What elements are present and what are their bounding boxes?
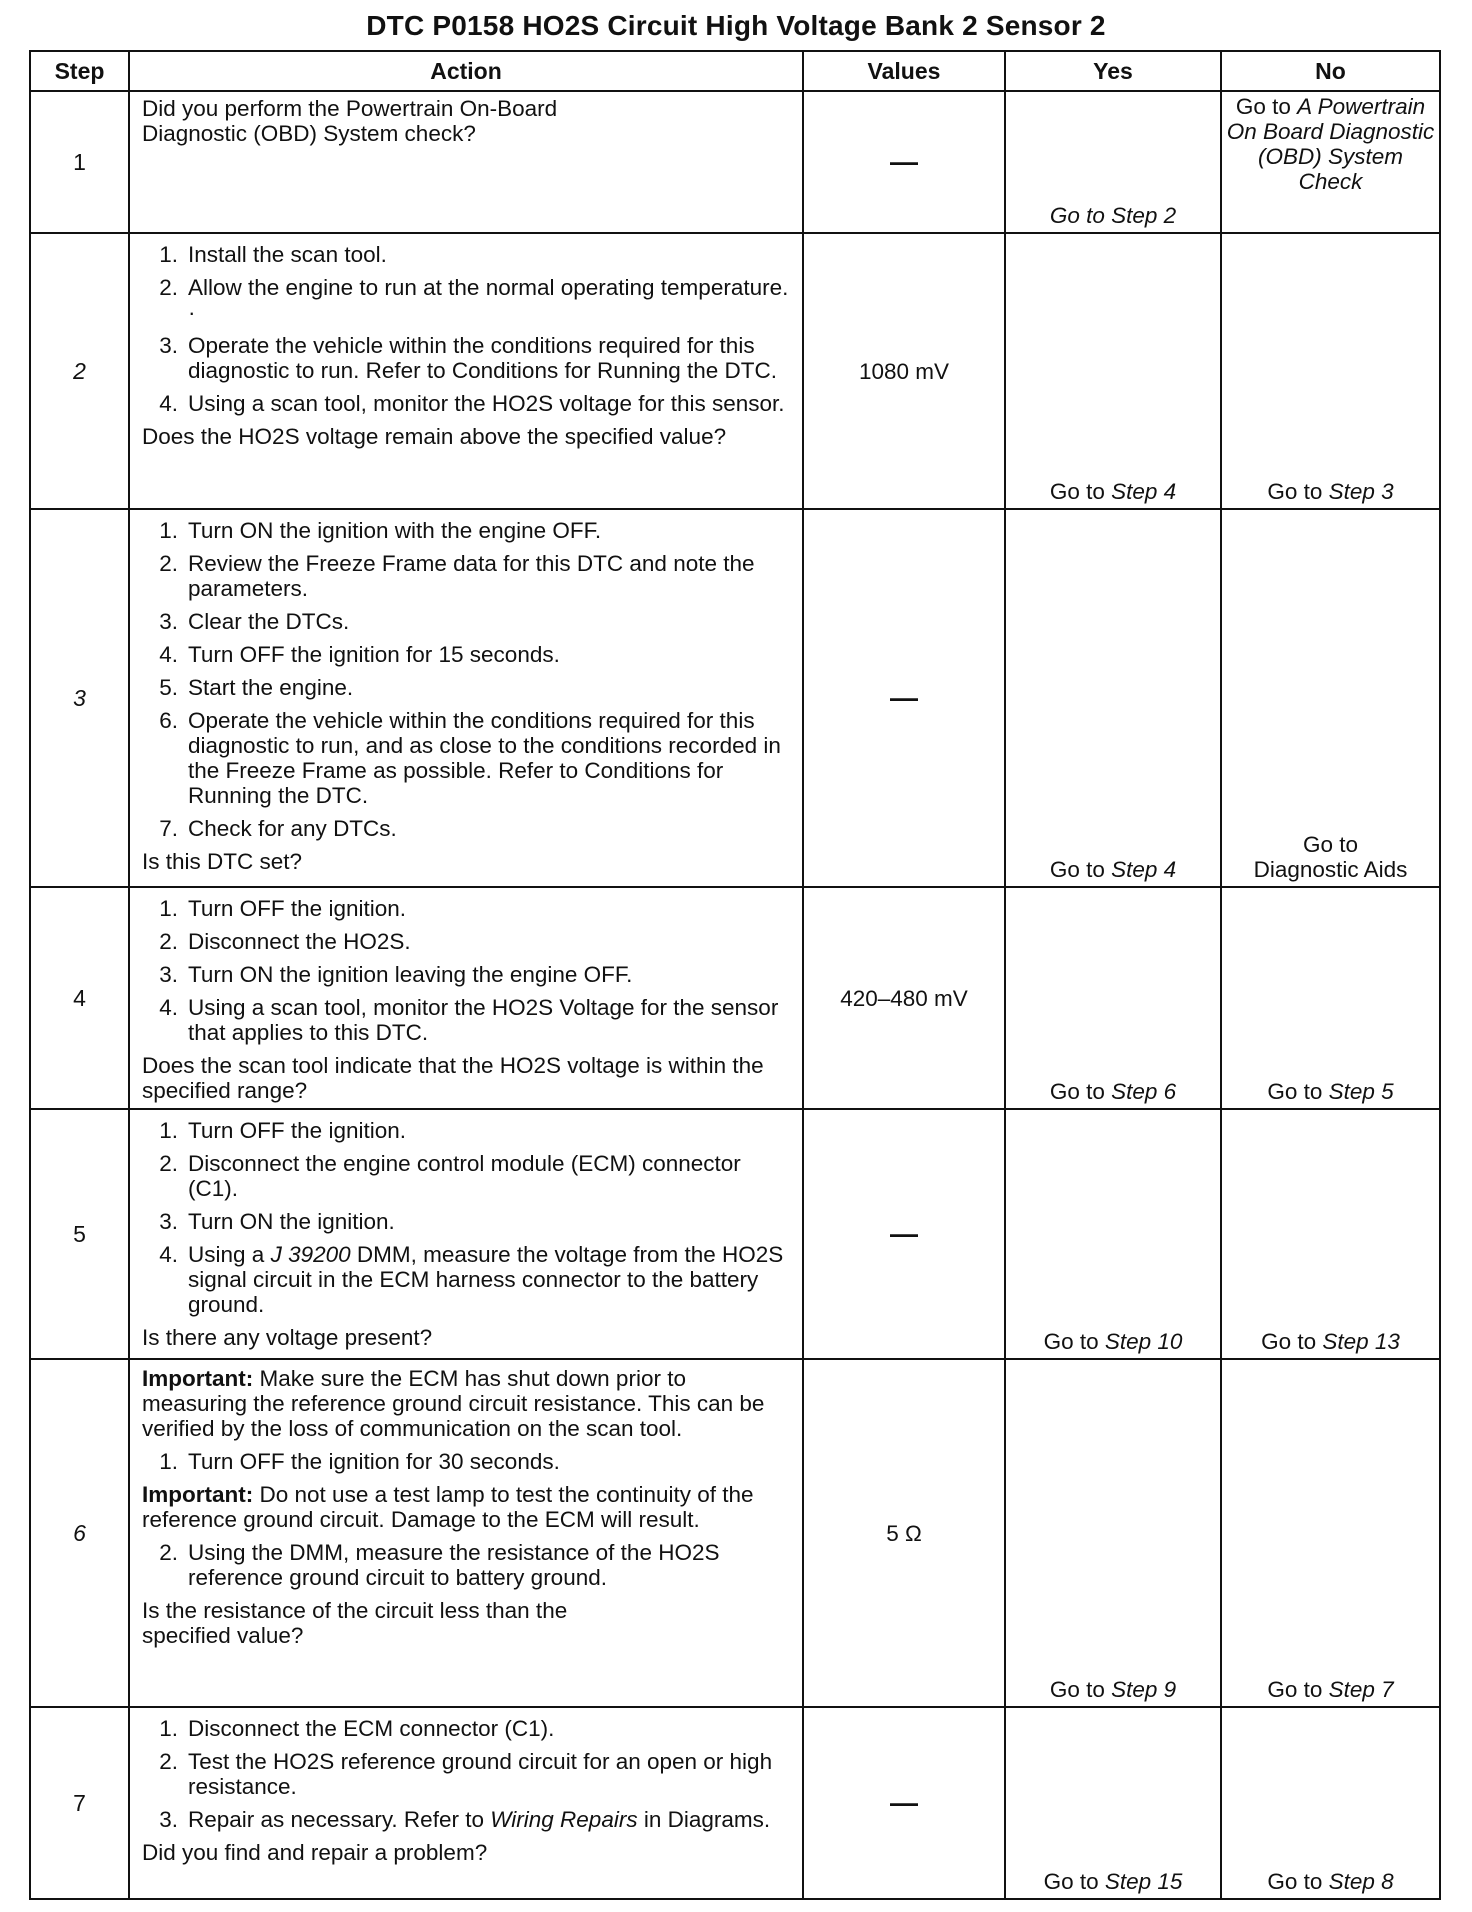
table-row-step-7 (30, 1707, 1440, 1899)
value-cell (803, 1359, 1005, 1707)
list-item: 3. Turn ON the ignition. (159, 1209, 395, 1234)
list-item: 2. Disconnect the HO2S. (159, 929, 411, 954)
important-note: Important: Do not use a test lamp to test the continuity of the reference ground circuit. Damage to the ECM will result. (142, 1482, 754, 1532)
list-item: 2. Using the DMM, measure the resistance of the HO2S reference ground circuit to battery ground. (159, 1540, 720, 1590)
action-question: Is the resistance of the circuit less than the specified value? (142, 1598, 568, 1648)
no-link[interactable]: Step 3 (1328, 479, 1394, 504)
action-cell (129, 1707, 803, 1899)
no-link[interactable]: Step 8 (1328, 1869, 1394, 1894)
diagnostic-table (29, 50, 1441, 1900)
value-cell (803, 1707, 1005, 1899)
action-cell (129, 887, 803, 1109)
yes-link[interactable]: Go to Step 2 (1049, 203, 1177, 228)
action-cell (129, 1109, 803, 1359)
list-item: 2. Review the Freeze Frame data for this DTC and note the parameters. (159, 551, 755, 601)
table-row-step-5 (30, 1109, 1440, 1359)
wiring-repairs-link[interactable]: Wiring Repairs (490, 1807, 638, 1832)
value-text: 1080 mV (858, 358, 950, 384)
step-number: 6 (30, 1359, 129, 1707)
action-question: Does the HO2S voltage remain above the specified value? (142, 424, 727, 449)
action-question: Did you find and repair a problem? (142, 1840, 488, 1865)
yes-link[interactable]: Step 6 (1111, 1079, 1177, 1104)
list-item: 2. Allow the engine to run at the normal operating temperature. · (159, 275, 789, 325)
header-row (30, 51, 1440, 91)
list-item: 1. Disconnect the ECM connector (C1). (159, 1716, 555, 1741)
list-item: 2. Test the HO2S reference ground circuit for an open or high resistance. (159, 1749, 773, 1799)
value-text: — (890, 145, 918, 177)
list-item: 4. Using a scan tool, monitor the HO2S Voltage for the sensor that applies to this DTC. (159, 995, 779, 1045)
no-cell: Go to Step 7 (1221, 1359, 1440, 1707)
value-text: — (890, 681, 918, 713)
no-link[interactable]: Diagnostic Aids (1253, 857, 1408, 882)
value-cell (803, 91, 1005, 233)
no-cell: Go to Step 13 (1221, 1109, 1440, 1359)
no-link[interactable]: Step 13 (1322, 1329, 1400, 1354)
list-item: 4. Using a scan tool, monitor the HO2S voltage for this sensor. (159, 391, 785, 416)
step-number: 7 (30, 1707, 129, 1899)
action-cell (129, 1359, 803, 1707)
table-row-step-2 (30, 233, 1440, 509)
yes-link[interactable]: Step 9 (1111, 1677, 1177, 1702)
value-text: 5 Ω (886, 1520, 922, 1546)
action-question: Is there any voltage present? (142, 1325, 433, 1350)
no-link[interactable]: A Powertrain On Board Diagnostic (OBD) System Check (1226, 94, 1435, 194)
table-row-step-3 (30, 509, 1440, 887)
table-row-step-6 (30, 1359, 1440, 1707)
important-note: Important: Make sure the ECM has shut down prior to measuring the reference ground circuit resistance. This can be verified by the loss of communication on the scan tool. (142, 1366, 765, 1441)
header-no: No (1221, 51, 1440, 91)
yes-link[interactable]: Step 15 (1104, 1869, 1183, 1894)
table-row-step-1 (30, 91, 1440, 233)
header-action: Action (129, 51, 803, 91)
header-step: Step (30, 51, 129, 91)
action-question: Is this DTC set? (142, 849, 303, 874)
list-item: 3. Repair as necessary. Refer to Wiring Repairs in Diagrams. (159, 1807, 771, 1832)
value-cell (803, 1109, 1005, 1359)
action-list (142, 518, 794, 841)
no-cell: Go to Diagnostic Aids (1221, 509, 1440, 887)
action-list (142, 1716, 794, 1832)
list-item: 5. Start the engine. (159, 675, 354, 700)
list-item: 1. Turn ON the ignition with the engine OFF. (159, 518, 602, 543)
value-cell (803, 509, 1005, 887)
yes-link[interactable]: Step 4 (1111, 479, 1177, 504)
action-cell (129, 91, 803, 233)
list-item: 1. Install the scan tool. (159, 242, 387, 267)
list-item: 4. Using a J 39200 DMM, measure the voltage from the HO2S signal circuit in the ECM harness connector to the battery ground. (159, 1242, 784, 1317)
list-item: 6. Operate the vehicle within the conditions required for this diagnostic to run, and as close to the conditions recorded in the Freeze Frame as possible. Refer to Conditions for Running the DTC. (159, 708, 781, 808)
no-link[interactable]: Step 7 (1328, 1677, 1394, 1702)
action-list (142, 1449, 794, 1474)
action-list (142, 242, 794, 416)
value-cell (803, 887, 1005, 1109)
no-cell: Go to Step 3 (1221, 233, 1440, 509)
header-values: Values (803, 51, 1005, 91)
step-number: 3 (30, 509, 129, 887)
step-number: 2 (30, 233, 129, 509)
yes-cell: Go to Step 4 (1005, 233, 1221, 509)
step-number: 1 (30, 91, 129, 233)
value-text: 420–480 mV (840, 985, 968, 1011)
yes-link[interactable]: Step 4 (1111, 857, 1177, 882)
list-item: 3. Operate the vehicle within the conditions required for this diagnostic to run. Refer to Conditions for Running the DTC. (159, 333, 778, 383)
step-number: 4 (30, 887, 129, 1109)
tool-reference: J 39200 (270, 1242, 351, 1267)
action-cell (129, 509, 803, 887)
action-cell (129, 233, 803, 509)
step-number: 5 (30, 1109, 129, 1359)
list-item: 1. Turn OFF the ignition. (159, 1118, 407, 1143)
yes-cell (1005, 91, 1221, 233)
list-item: 3. Clear the DTCs. (159, 609, 350, 634)
yes-cell: Go to Step 9 (1005, 1359, 1221, 1707)
list-item: 3. Turn ON the ignition leaving the engine OFF. (159, 962, 633, 987)
yes-cell: Go to Step 4 (1005, 509, 1221, 887)
action-list (142, 1118, 794, 1317)
page-title: DTC P0158 HO2S Circuit High Voltage Bank 2 Sensor 2 (366, 10, 1106, 41)
yes-cell: Go to Step 6 (1005, 887, 1221, 1109)
table-row-step-4 (30, 887, 1440, 1109)
action-question: Does the scan tool indicate that the HO2S voltage is within the specified range? (142, 1053, 764, 1103)
header-yes: Yes (1005, 51, 1221, 91)
no-cell: Go to Step 8 (1221, 1707, 1440, 1899)
list-item: 2. Disconnect the engine control module (ECM) connector (C1). (159, 1151, 741, 1201)
list-item: 1. Turn OFF the ignition. (159, 896, 407, 921)
yes-cell: Go to Step 10 (1005, 1109, 1221, 1359)
list-item: 1. Turn OFF the ignition for 30 seconds. (159, 1449, 560, 1474)
no-cell (1221, 91, 1440, 233)
value-cell (803, 233, 1005, 509)
value-text: — (890, 1786, 918, 1818)
yes-cell: Go to Step 15 (1005, 1707, 1221, 1899)
action-question: Did you perform the Powertrain On-Board Diagnostic (OBD) System check? (142, 96, 558, 146)
no-prefix: Go to (1235, 94, 1291, 119)
no-cell: Go to Step 5 (1221, 887, 1440, 1109)
value-text: — (890, 1217, 918, 1249)
yes-link[interactable]: Step 10 (1104, 1329, 1183, 1354)
action-list (142, 896, 794, 1045)
no-link[interactable]: Step 5 (1328, 1079, 1394, 1104)
action-list (142, 1540, 794, 1590)
list-item: 4. Turn OFF the ignition for 15 seconds. (159, 642, 560, 667)
list-item: 7. Check for any DTCs. (159, 816, 397, 841)
